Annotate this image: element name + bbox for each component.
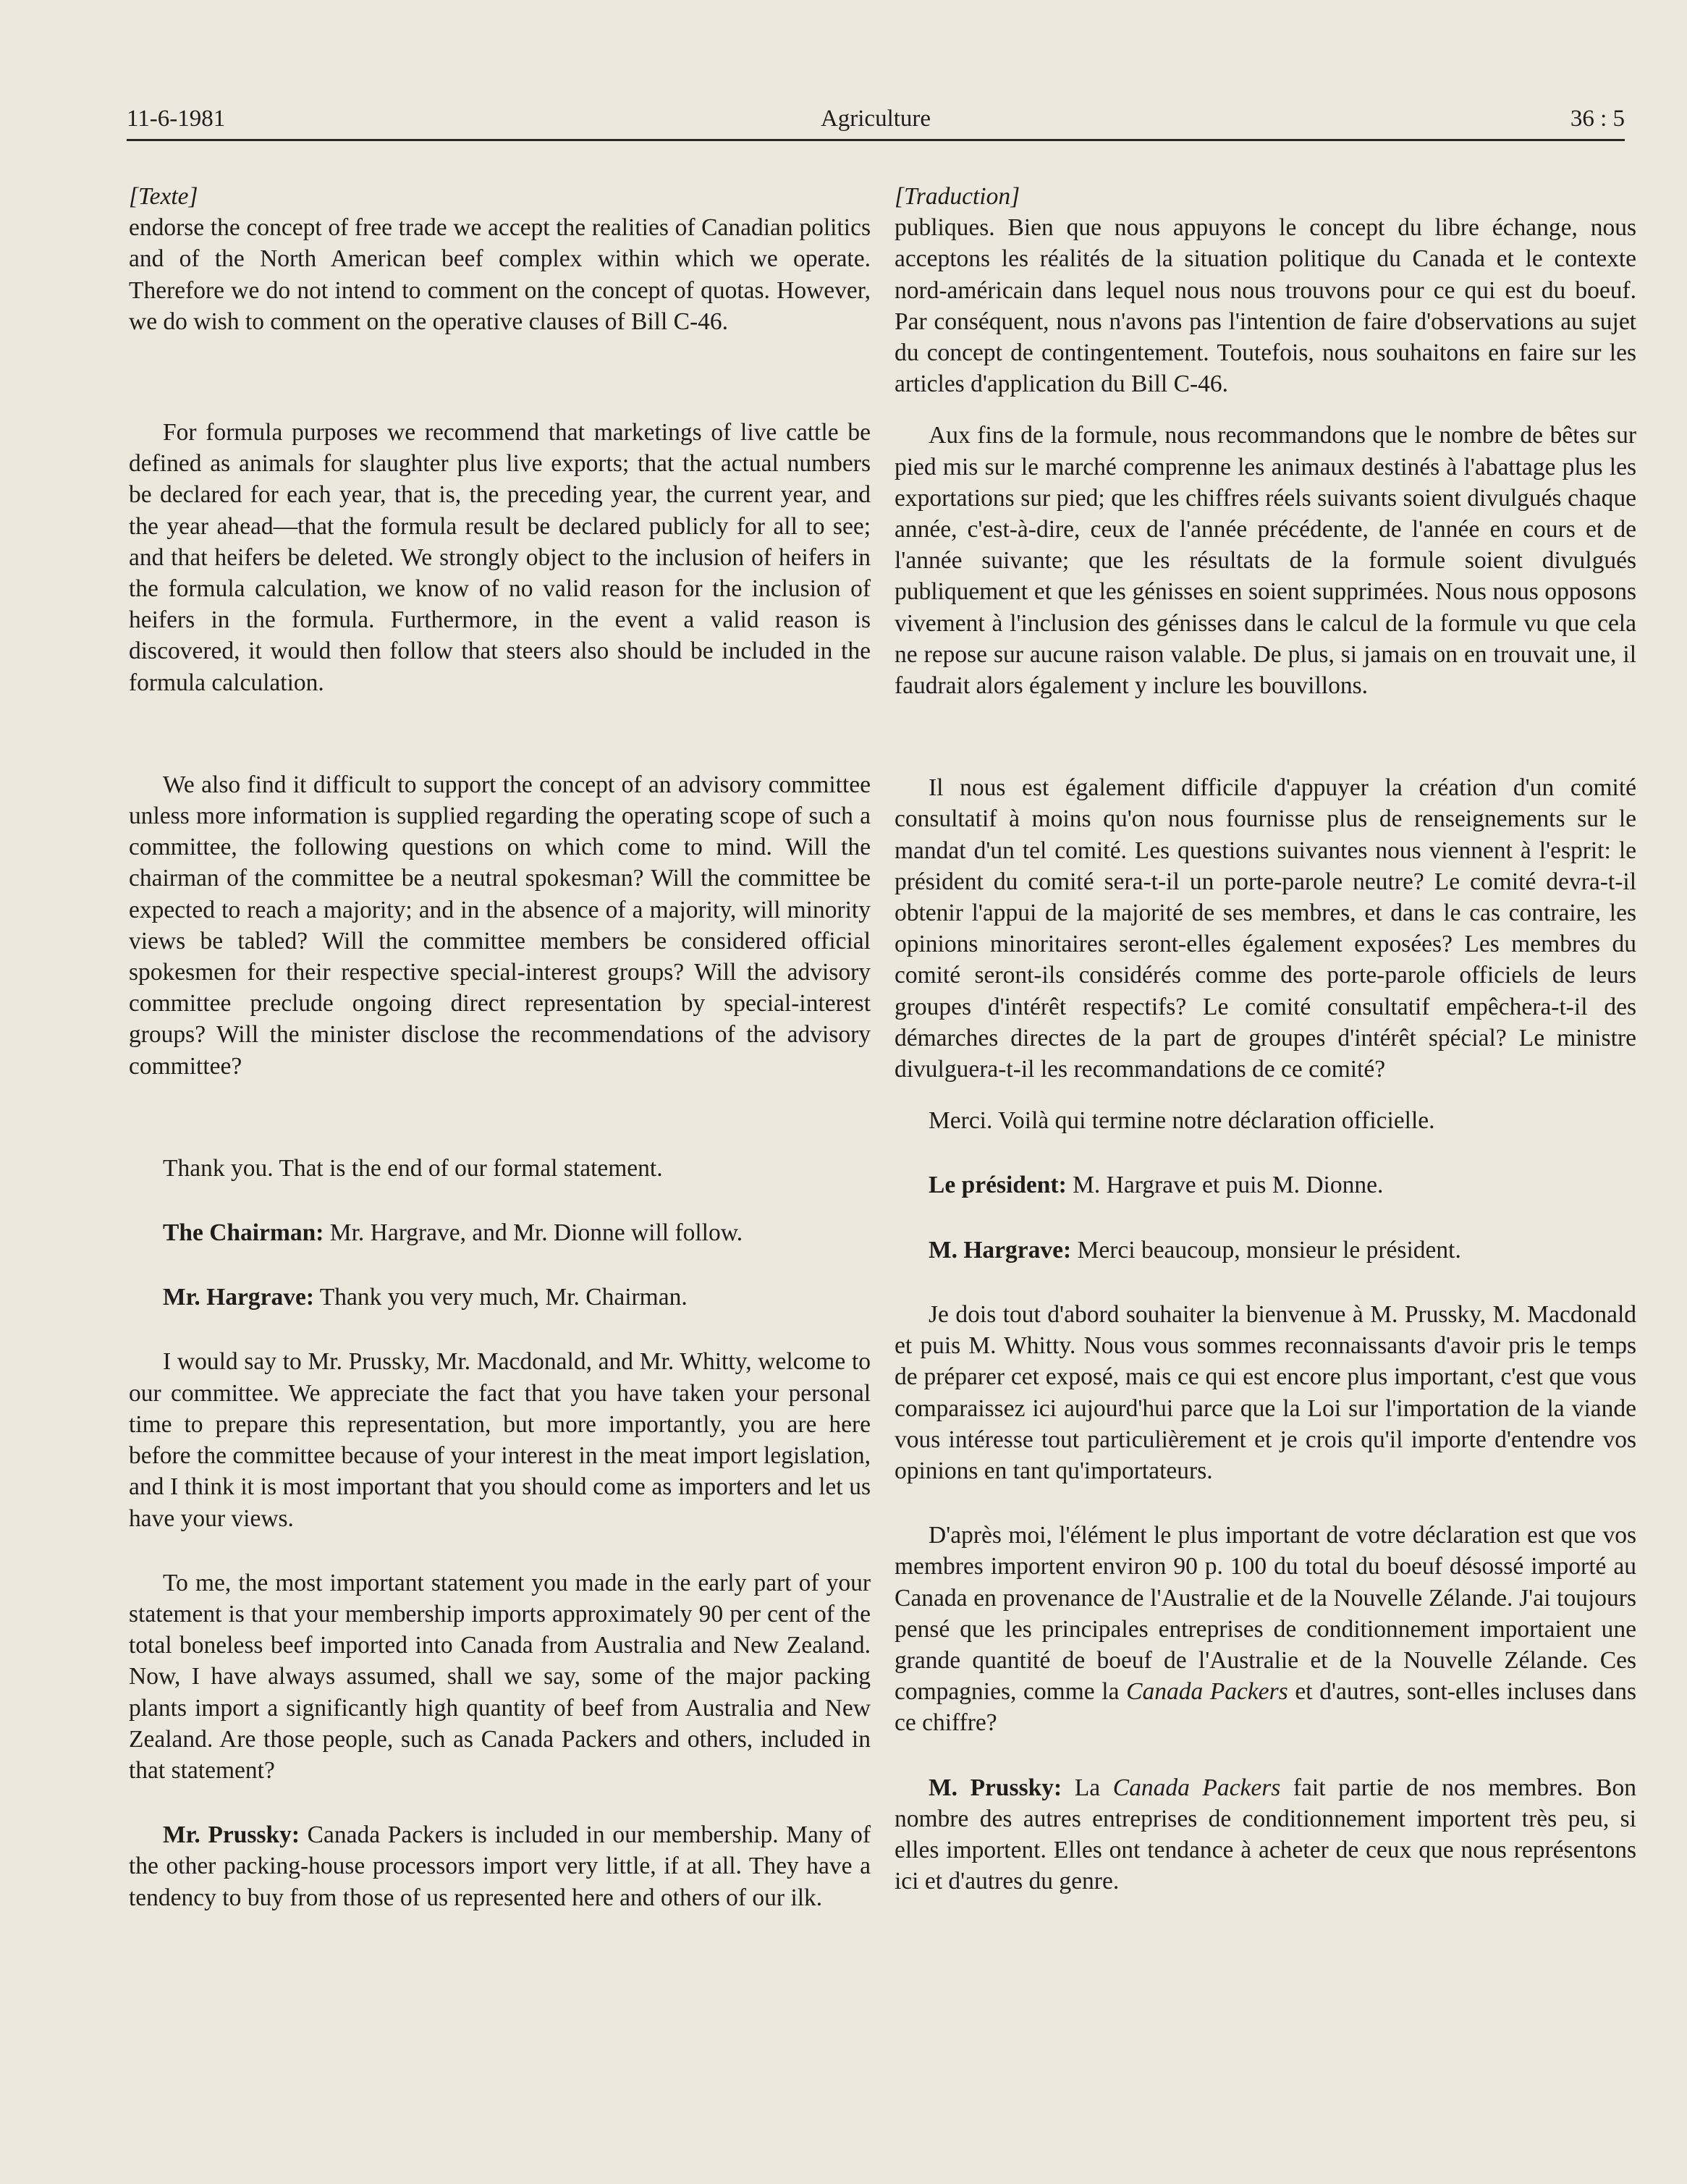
paragraph: publiques. Bien que nous appuyons le concept du libre échange, nous acceptons les réalités de la situation politique du Canada et le contexte nord-américain dans lequel nous nous trouvons pour ce qui est du boeuf. Par conséquent, nous n'avons pas l'intention de faire d'observations au sujet du concept de contingentement. Toutefois, nous souhaitons en faire sur les articles d'application du Bill C-46. xyxy=(895,214,1636,398)
paragraph: Je dois tout d'abord souhaiter la bienvenue à M. Prussky, M. Macdonald et puis M. Whitty. Nous vous sommes reconnaissants d'avoir pris le temps de préparer cet exposé, mais ce qui est encore plus important, c'est que vous comparaissez ici aujourd'hui parce que la Loi sur l'importation de la viande vous intéresse tout particulièrement et je crois qu'il importe d'entendre vos opinions en tant qu'importateurs. xyxy=(895,1300,1636,1484)
paragraph xyxy=(895,1169,1636,1201)
paragraph: For formula purposes we recommend that marketings of live cattle be defined as animals for slaughter plus live exports; that the actual numbers be declared for each year, that is, the preceding year, the current year, and the year ahead—that the formula result be declared publicly for all to see; and that heifers be deleted. We strongly object to the inclusion of heifers in the formula calculation, we know of no valid reason for the inclusion of heifers in the formula. Furthermore, in the event a valid reason is discovered, it would then follow that steers also should be included in the formula calculation. xyxy=(129,419,871,696)
speech-text: Mr. Hargrave, and Mr. Dionne will follow. xyxy=(324,1219,743,1247)
paragraph: endorse the concept of free trade we accept the realities of Canadian politics and of the North American beef complex within which we operate. Therefore we do not intend to comment on the concept of quotas. However, we do wish to comment on the operative clauses of Bill C-46. xyxy=(129,214,871,335)
english-column xyxy=(129,181,871,1913)
header-date: 11-6-1981 xyxy=(127,106,226,132)
speech-text: D'après moi, l'élément le plus important de votre déclaration est que vos membres importent environ 90 p. 100 du total du boeuf désossé importé au Canada en provenance de l'Australie et de la Nouvelle Zélande. J'ai toujours pensé que les principales entreprises de conditionnement importaient une grande quantité de boeuf de l'Australie et de la Nouvelle Zélande. Ces compagnies, comme la xyxy=(895,1522,1636,1706)
speech-text: Thank you very much, Mr. Chairman. xyxy=(313,1284,688,1311)
page-header xyxy=(127,103,1625,141)
header-title: Agriculture xyxy=(820,106,931,132)
speaker-name: Mr. Hargrave: xyxy=(163,1284,314,1311)
speech-text: Merci beaucoup, monsieur le président. xyxy=(1071,1236,1461,1264)
header-page-number: 36 : 5 xyxy=(1570,106,1625,132)
paragraph: Thank you. That is the end of our formal statement. xyxy=(163,1154,663,1182)
paragraph: To me, the most important statement you made in the early part of your statement is that your membership imports approximately 90 per cent of the total boneless beef imported into Canada from Australia and New Zealand. Now, I have always assumed, shall we say, some of the major packing plants import a significantly high quantity of beef from Australia and New Zealand. Are those people, such as Canada Packers and others, included in that statement? xyxy=(129,1569,871,1784)
speaker-name: The Chairman: xyxy=(163,1219,324,1247)
company-name: Canada Packers xyxy=(1126,1678,1288,1706)
paragraph: Aux fins de la formule, nous recommandons que le nombre de bêtes sur pied mis sur le marché comprenne les animaux destinés à l'abattage plus les exportations sur pied; que les chiffres réels suivants soient divulgués chaque année, c'est-à-dire, ceux de l'année précédente, de l'année en cours et de l'année suivante; que les résultats de la formule soient divulgués publiquement et que les génisses en soient supprimées. Nous nous opposons vivement à l'inclusion des génisses dans le calcul de la formule vu que cela ne repose sur aucune raison valable. De plus, si jamais on en trouvait une, il faudrait alors également y inclure les bouvillons. xyxy=(895,422,1636,700)
paragraph: Merci. Voilà qui termine notre déclaration officielle. xyxy=(929,1107,1435,1135)
speaker-name: M. Hargrave: xyxy=(929,1236,1072,1264)
paragraph: I would say to Mr. Prussky, Mr. Macdonald, and Mr. Whitty, welcome to our committee. We appreciate the fact that you have taken your personal time to prepare this representation, but more importantly, you are here before the committee because of your interest in the meat import legislation, and I think it is most important that you should come as importers and let us have your views. xyxy=(129,1348,871,1532)
company-name: Canada Packers xyxy=(1112,1774,1281,1801)
speech-text: fait partie de nos membres. Bon nombre des autres entreprises de conditionnement importent très peu, si elles importent. Elles ont tendance à acheter de ceux que nous représentons ici et d'autres du genre. xyxy=(895,1774,1636,1895)
paragraph xyxy=(129,1819,871,1913)
paragraph xyxy=(129,1217,871,1248)
paragraph xyxy=(895,1235,1636,1266)
french-column xyxy=(895,181,1636,1897)
speech-text: La xyxy=(1062,1774,1113,1801)
speech-text: M. Hargrave et puis M. Dionne. xyxy=(1066,1172,1384,1199)
paragraph xyxy=(895,1520,1636,1738)
speaker-name: Mr. Prussky: xyxy=(163,1821,300,1849)
paragraph xyxy=(129,1282,871,1313)
speaker-name: Le président: xyxy=(929,1172,1067,1199)
language-tag: [Traduction] xyxy=(895,183,1020,210)
paragraph: Il nous est également difficile d'appuyer la création d'un comité consultatif à moins qu'on nous fournisse plus de renseignements sur le mandat d'un tel comité. Les questions suivantes nous viennent à l'esprit: le président du comité sera-t-il un porte-parole neutre? Le comité devra-t-il obtenir l'appui de la majorité de ses membres, et dans le cas contraire, les opinions minoritaires seront-elles également exposées? Les membres du comité seront-ils considérés comme des porte-parole officiels de leurs groupes d'intérêt respectifs? Le comité consultatif empêchera-t-il des démarches directes de la part de groupes d'intérêt spécial? Le ministre divulguera-t-il les recommandations de ce comité? xyxy=(895,774,1636,1083)
speech-text: et d'autres, sont-elles incluses dans ce chiffre? xyxy=(895,1678,1636,1737)
speech-text: Canada Packers is included in our membership. Many of the other packing-house processors import very little, if at all. They have a tendency to buy from those of us represented here and others of our ilk. xyxy=(129,1821,871,1911)
paragraph: We also find it difficult to support the concept of an advisory committee unless more information is supplied regarding the operating scope of such a committee, the following questions on which come to mind. Will the chairman of the committee be a neutral spokesman? Will the committee be expected to reach a majority; and in the absence of a majority, will minority views be tabled? Will the committee members be considered official spokesmen for their respective special-interest groups? Will the advisory committee preclude ongoing direct representation by special-interest groups? Will the minister disclose the recommendations of the advisory committee? xyxy=(129,771,871,1080)
paragraph xyxy=(895,1772,1636,1897)
language-tag: [Texte] xyxy=(129,183,198,210)
speaker-name: M. Prussky: xyxy=(929,1774,1062,1801)
